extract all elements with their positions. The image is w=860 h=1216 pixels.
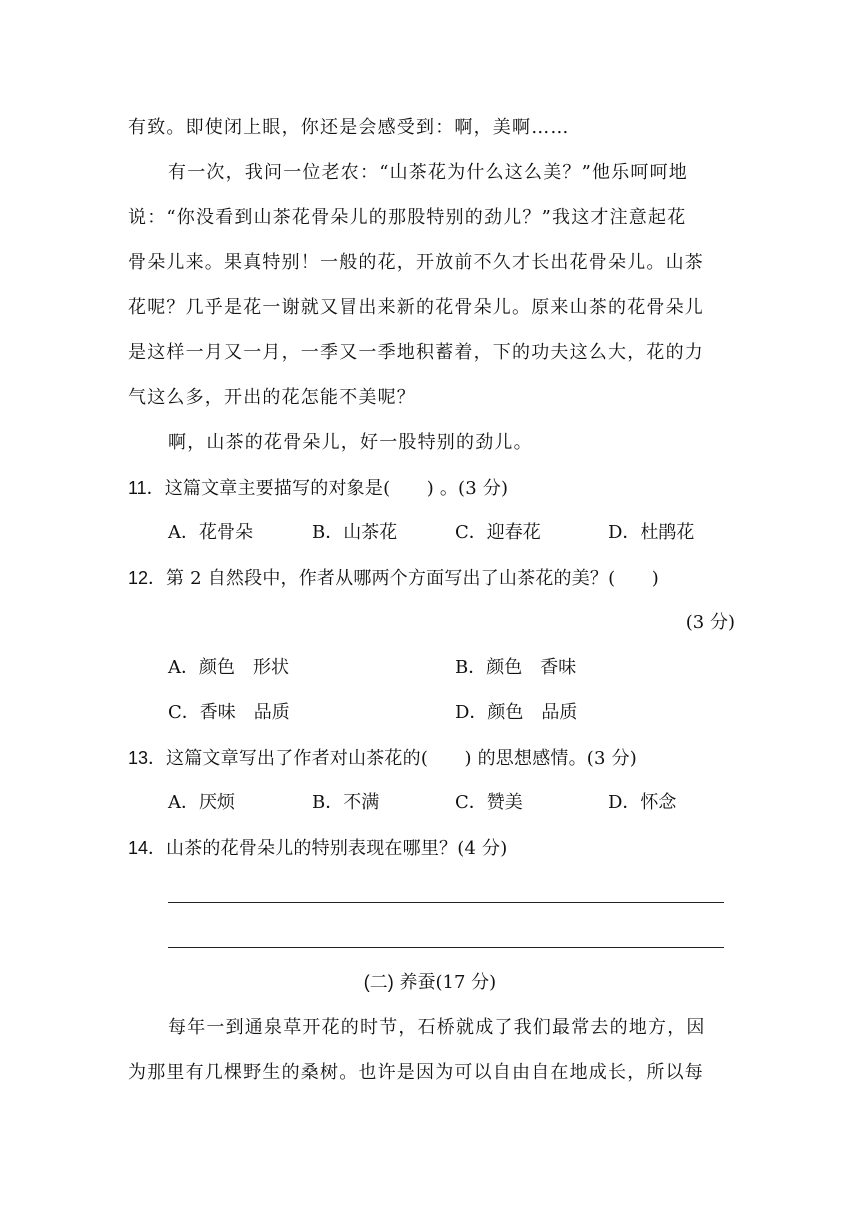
passage-line: 气这么多，开出的花怎能不美呢？ bbox=[128, 387, 416, 408]
question-text: 这篇文章写出了作者对山茶花的( ) 的思想感情。(3 分) bbox=[166, 748, 638, 769]
passage-line: 有致。即使闭上眼，你还是会感受到：啊，美啊…… bbox=[128, 117, 570, 138]
option-c[interactable]: C．香味 品质 bbox=[168, 702, 290, 723]
question-text: 这篇文章主要描写的对象是( ) 。(3 分) bbox=[164, 478, 509, 499]
passage-line: 每年一到通泉草开花的时节，石桥就成了我们最常去的地方，因 bbox=[168, 1017, 706, 1038]
passage-line: 是这样一月又一月，一季又一季地积蓄着，下的功夫这么大，花的力 bbox=[128, 342, 704, 363]
question-text: 山茶的花骨朵儿的特别表现在哪里？(4 分) bbox=[166, 838, 508, 859]
answer-line[interactable] bbox=[168, 947, 724, 948]
option-b[interactable]: B．山茶花 bbox=[312, 522, 398, 543]
question-number: 12． bbox=[128, 568, 167, 588]
passage-line: 说：“你没看到山茶花骨朵儿的那股特别的劲儿？”我这才注意起花 bbox=[128, 207, 687, 228]
option-c[interactable]: C．赞美 bbox=[455, 792, 523, 813]
option-b[interactable]: B．颜色 香味 bbox=[455, 657, 577, 678]
option-c[interactable]: C．迎春花 bbox=[455, 522, 541, 543]
section-name: 养蚕 bbox=[399, 972, 436, 992]
question-12 bbox=[128, 566, 738, 591]
question-13 bbox=[128, 746, 738, 771]
section-score: (17 分) bbox=[435, 972, 497, 993]
option-a[interactable]: A．厌烦 bbox=[168, 792, 235, 813]
option-b[interactable]: B．不满 bbox=[312, 792, 380, 813]
option-d[interactable]: D．杜鹃花 bbox=[608, 522, 695, 543]
option-a[interactable]: A．颜色 形状 bbox=[168, 657, 289, 678]
question-number: 14． bbox=[128, 838, 167, 858]
section-number: (二) bbox=[363, 972, 394, 992]
question-14 bbox=[128, 836, 738, 861]
passage-line: 啊，山茶的花骨朵儿，好一股特别的劲儿。 bbox=[168, 432, 533, 453]
section-title bbox=[0, 970, 860, 995]
option-d[interactable]: D．颜色 品质 bbox=[455, 702, 578, 723]
question-11 bbox=[128, 476, 738, 501]
question-score: (3 分) bbox=[685, 612, 735, 633]
passage-line: 骨朵儿来。果真特别！一般的花，开放前不久才长出花骨朵儿。山茶 bbox=[128, 252, 704, 273]
option-a[interactable]: A．花骨朵 bbox=[168, 522, 253, 543]
question-number: 11． bbox=[128, 478, 165, 498]
passage-line: 为那里有几棵野生的桑树。也许是因为可以自由自在地成长，所以每 bbox=[128, 1062, 704, 1083]
answer-line[interactable] bbox=[168, 902, 724, 903]
passage-line: 花呢？几乎是花一谢就又冒出来新的花骨朵儿。原来山茶的花骨朵儿 bbox=[128, 297, 704, 318]
option-d[interactable]: D．怀念 bbox=[608, 792, 677, 813]
question-number: 13． bbox=[128, 748, 167, 768]
question-text: 第 2 自然段中，作者从哪两个方面写出了山茶花的美？( ) bbox=[166, 568, 659, 589]
passage-line: 有一次，我问一位老农：“山茶花为什么这么美？”他乐呵呵地 bbox=[168, 162, 689, 183]
